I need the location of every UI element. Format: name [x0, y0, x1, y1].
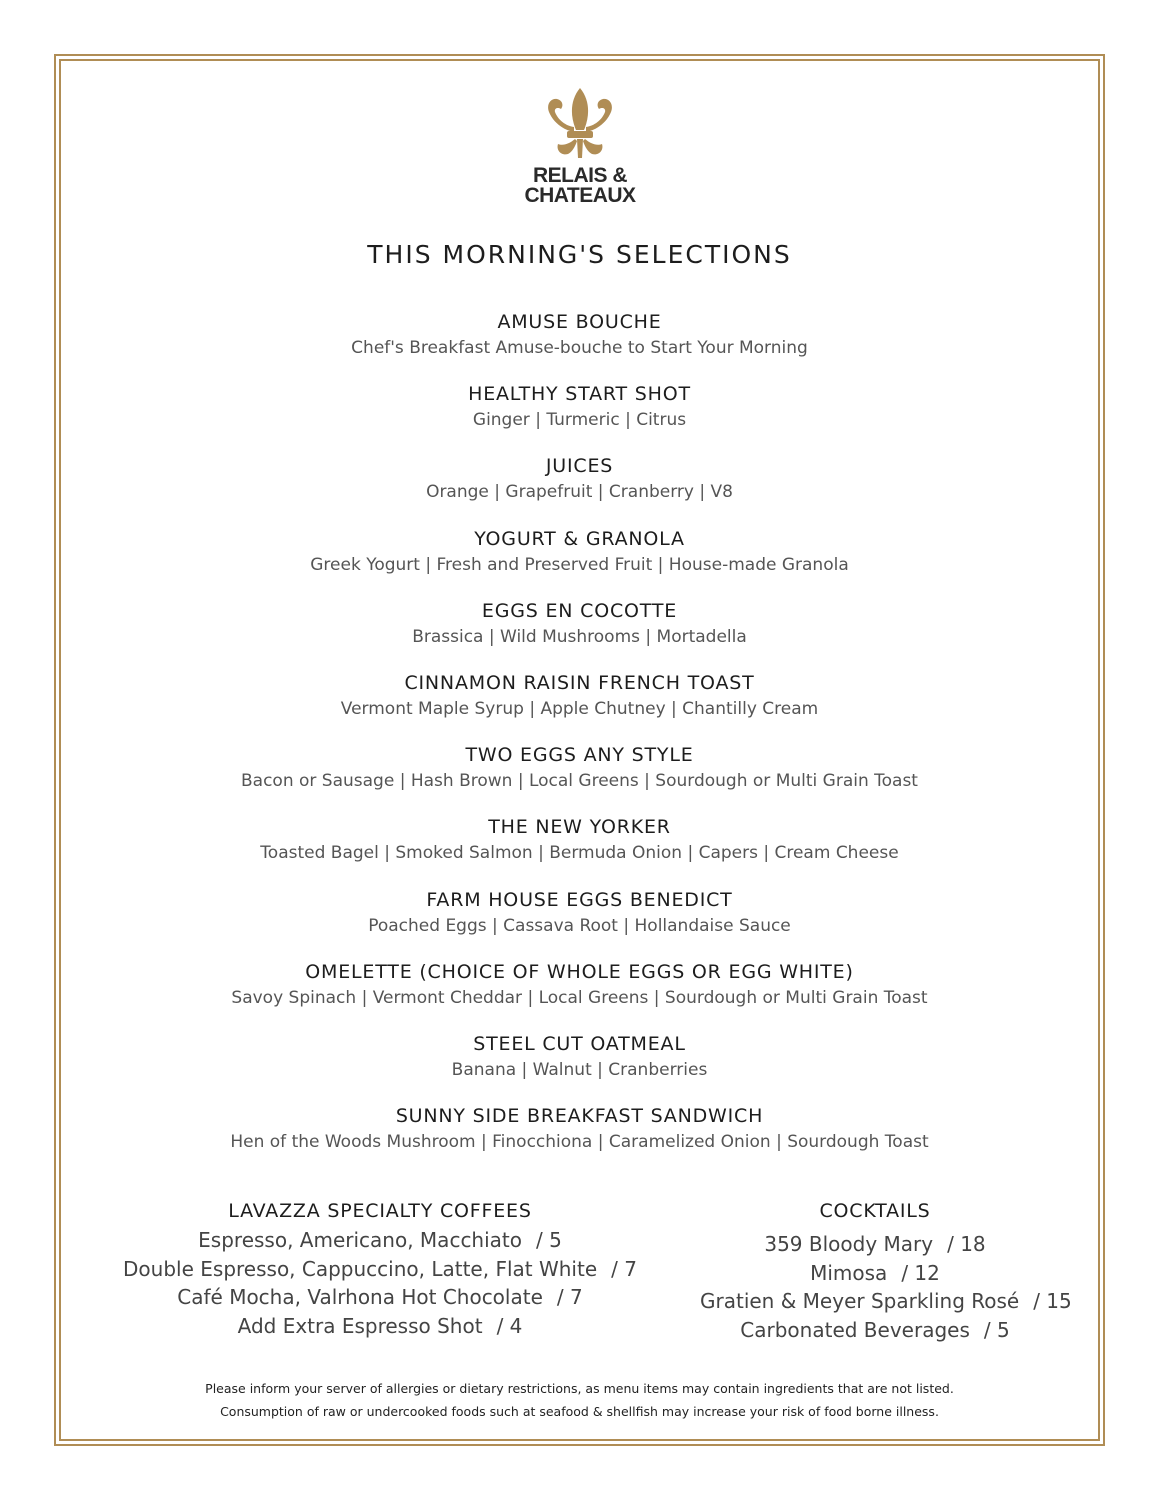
coffees-section — [120, 1198, 640, 1340]
allergy-notice: Please inform your server of allergies or dietary restrictions, as menu items may contain ingredients that are not listed. — [205, 1381, 954, 1396]
menu-item-name: HEALTHY START SHOT — [468, 383, 691, 406]
menu-item-name: FARM HOUSE EGGS BENEDICT — [426, 888, 733, 911]
menu-item-name: EGGS EN COCOTTE — [481, 599, 678, 622]
menu-item — [0, 669, 1159, 741]
menu-item — [0, 886, 1159, 958]
brand-logo — [520, 86, 640, 206]
cocktail-item-name: Carbonated Beverages — [740, 1317, 970, 1342]
menu-item-description: Hen of the Woods Mushroom | Finocchiona | Caramelized Onion | Sourdough Toast — [230, 1132, 929, 1153]
coffee-item-price: / 7 — [556, 1285, 583, 1310]
menu-item-description: Chef's Breakfast Amuse-bouche to Start Your Morning — [351, 338, 808, 358]
menu-item-name: TWO EGGS ANY STYLE — [465, 744, 694, 767]
coffee-item-name: Add Extra Espresso Shot — [237, 1313, 483, 1338]
menu-item-description: Savoy Spinach | Vermont Cheddar | Local Greens | Sourdough or Multi Grain Toast — [231, 987, 928, 1008]
brand-name-line1: RELAIS & — [532, 164, 627, 187]
menu-item-name: JUICES — [545, 455, 614, 478]
menu-item — [0, 308, 1159, 380]
coffee-item-price: / 7 — [611, 1256, 637, 1281]
menu-item-name: CINNAMON RAISIN FRENCH TOAST — [404, 671, 755, 694]
menu-item-description: Bacon or Sausage | Hash Brown | Local Greens | Sourdough or Multi Grain Toast — [241, 771, 918, 792]
cocktail-item-name: 359 Bloody Mary — [764, 1232, 934, 1256]
breakfast-menu — [0, 308, 1159, 1174]
menu-item — [0, 958, 1159, 1030]
cocktails-section — [700, 1198, 1072, 1344]
cocktail-item-price: / 18 — [947, 1232, 986, 1256]
cocktail-item-name: Gratien & Meyer Sparkling Rosé — [700, 1289, 1020, 1314]
page-title: THIS MORNING'S SELECTIONS — [367, 240, 792, 269]
coffee-item — [120, 1255, 640, 1284]
menu-item-name: OMELETTE (CHOICE OF WHOLE EGGS OR EGG WHITE) — [305, 960, 854, 983]
menu-item — [0, 813, 1159, 885]
menu-item — [0, 1030, 1159, 1102]
menu-item-description: Vermont Maple Syrup | Apple Chutney | Chantilly Cream — [340, 698, 819, 719]
cocktail-item — [700, 1316, 1050, 1345]
fleur-de-lis-icon — [539, 86, 621, 160]
coffee-item-name: Double Espresso, Cappuccino, Latte, Flat White — [123, 1256, 598, 1281]
coffee-item-name: Espresso, Americano, Macchiato — [198, 1228, 522, 1252]
menu-item-name: STEEL CUT OATMEAL — [473, 1032, 686, 1055]
cocktails-list — [700, 1230, 1072, 1344]
brand-name-line2: CHATEAUX — [524, 184, 636, 207]
cocktail-item-name: Mimosa — [810, 1260, 888, 1285]
coffee-item — [120, 1226, 640, 1255]
menu-item-name: YOGURT & GRANOLA — [474, 527, 685, 550]
menu-item-description: Poached Eggs | Cassava Root | Hollandaise Sauce — [368, 915, 791, 936]
brand-name — [520, 166, 640, 206]
coffee-item-price: / 5 — [536, 1228, 562, 1252]
menu-item — [0, 525, 1159, 597]
cocktail-item-price: / 12 — [901, 1260, 940, 1285]
raw-food-notice: Consumption of raw or undercooked foods such at seafood & shellfish may increase your risk of food borne illness. — [220, 1404, 939, 1419]
coffees-title: LAVAZZA SPECIALTY COFFEES — [228, 1200, 532, 1222]
menu-item-description: Banana | Walnut | Cranberries — [451, 1059, 708, 1080]
menu-item — [0, 741, 1159, 813]
menu-item-description: Brassica | Wild Mushrooms | Mortadella — [412, 626, 747, 647]
menu-item-description: Ginger | Turmeric | Citrus — [472, 410, 687, 431]
menu-item-description: Orange | Grapefruit | Cranberry | V8 — [426, 482, 733, 503]
menu-item — [0, 452, 1159, 524]
menu-item — [0, 1102, 1159, 1174]
menu-item-description: Toasted Bagel | Smoked Salmon | Bermuda Onion | Capers | Cream Cheese — [260, 843, 899, 864]
menu-item — [0, 597, 1159, 669]
cocktail-item — [700, 1230, 1050, 1259]
coffee-item-price: / 4 — [496, 1313, 523, 1338]
menu-item-name: SUNNY SIDE BREAKFAST SANDWICH — [395, 1105, 764, 1128]
coffee-item-name: Café Mocha, Valrhona Hot Chocolate — [177, 1285, 543, 1310]
cocktails-title: COCKTAILS — [819, 1200, 931, 1222]
menu-item — [0, 380, 1159, 452]
coffees-list — [120, 1226, 640, 1340]
cocktail-item — [700, 1259, 1050, 1288]
menu-item-name: AMUSE BOUCHE — [497, 311, 662, 333]
menu-item-description: Greek Yogurt | Fresh and Preserved Fruit | House-made Granola — [310, 554, 849, 575]
coffee-item — [120, 1283, 640, 1312]
coffee-item — [120, 1312, 640, 1341]
cocktail-item-price: / 15 — [1033, 1289, 1072, 1314]
cocktail-item-price: / 5 — [983, 1317, 1010, 1342]
menu-item-name: THE NEW YORKER — [488, 816, 671, 839]
cocktail-item — [700, 1287, 1072, 1316]
